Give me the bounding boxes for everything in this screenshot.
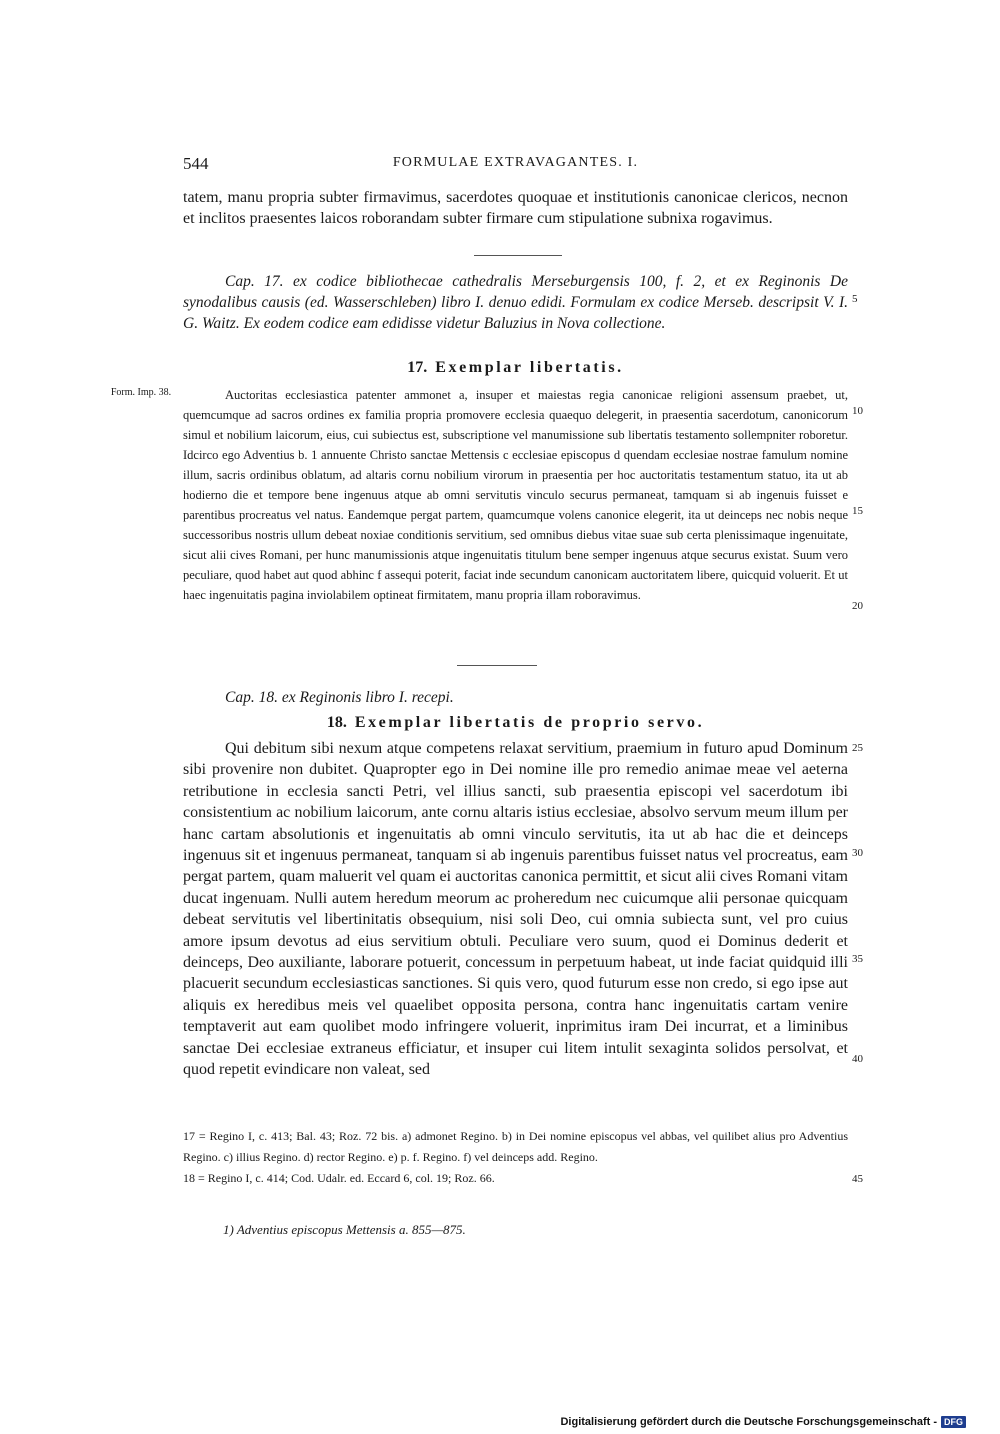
heading-17-number: 17. [407, 359, 428, 376]
heading-17 [183, 359, 848, 377]
critical-apparatus [183, 1126, 848, 1189]
formula-18-text: Qui debitum sibi nexum atque competens relaxat servitium, praemium in futuro apud Dominum sibi provenire non dubitet. Quapropter ego in Dei nomine ille pro remedio animae meae vel aeterna retributione in ecclesia sancti Petri, vel illius sancti, sub praesentia episcopi vel sacerdotum ibi consistentium ac nobilium laicorum, ante cornu altaris istius ecclesiae, absolvo servum meum illum per hanc cartam absolutionis et ingenuitatis ab omni vinculo servitutis, ita ut ab hac die et deinceps ingenuus sit et ingenuus permaneat, tanquam si ab ingenuis parentibus fuisset natus vel procreatus, eam pergat partem, quam maluerit vel quam ei auctoritas canonica permittit, et sicut alii cives Romani vitam ducat ingenuam. Nulli autem heredum meorum ac proheredum nec cuicumque alii personae quicquam debeat servitutis vel libertinitatis obsequium, nisi soli Deo, cui omnia subiecta sunt, vel pro cuius amore ipsum devotus ad eius servitium obtuli. Peculiare vero suum, quod ei Dominus dederit et deinceps, Deo auxiliante, laborare potuerit, concessum in perpetuum habeat, ut inde faciat quidquid illi placuerit secundum ecclesiasticas sanctiones. Si quis vero, quod futurum esse non credo, si ego ipse aut aliquis ex heredibus meis vel quaelibet opposita persona, contra hanc ingenuitatis cartam venire temptaverit aut eam quolibet modo infringere voluerit, inprimitus iram Dei incurrat, et a liminibus sanctae Dei ecclesiae extraneus efficiatur, et insuper cui litem intulit sexaginta solidos persolvat, et quod repetit evindicare non valeat, sed [183, 740, 848, 1079]
heading-18-title: Exemplar libertatis de proprio servo. [354, 714, 705, 731]
line-number: 30 [852, 847, 863, 859]
heading-18 [183, 714, 848, 732]
apparatus-note-18: 18 = Regino I, c. 414; Cod. Udalr. ed. Eccard 6, col. 19; Roz. 66. [183, 1171, 495, 1185]
line-number: 20 [852, 600, 863, 612]
line-number: 5 [852, 293, 858, 305]
credit-text: Digitalisierung gefördert durch die Deutsche Forschungsgemeinschaft - [560, 1416, 937, 1428]
page-header [183, 154, 848, 176]
apparatus-note-17: 17 = Regino I, c. 413; Bal. 43; Roz. 72 bis. a) admonet Regino. b) in Dei nomine episcopus vel abbas, vel quilibet alius pro Adventius Regino. c) illius Regino. d) rector Regino. e) p. f. Regino. f) vel deinceps add. Regino. [183, 1129, 848, 1164]
footnote-1: 1) Adventius episcopus Mettensis a. 855—875. [223, 1222, 466, 1237]
line-number: 15 [852, 505, 863, 517]
digitization-credit [560, 1416, 966, 1428]
paragraph-continuation: tatem, manu propria subter firmavimus, sacerdotes quoquae et institutionis canonicae clericos, necnon et inclitos praesentes laicos roborandam subter firmare cum stipulatione subnixa rogavimus. [183, 189, 848, 227]
marginal-reference: Form. Imp. 38. [110, 387, 172, 398]
cap18-editorial-note: Cap. 18. ex Reginonis libro I. recepi. [225, 689, 454, 706]
line-number: 25 [852, 742, 863, 754]
heading-18-number: 18. [326, 714, 347, 731]
dfg-logo-icon: DFG [941, 1416, 966, 1428]
line-number: 35 [852, 953, 863, 965]
heading-17-title: Exemplar libertatis. [435, 359, 624, 376]
line-number: 45 [852, 1173, 863, 1185]
separator-rule [474, 255, 562, 256]
cap17-editorial-note: Cap. 17. ex codice bibliothecae cathedralis Merseburgensis 100, f. 2, et ex Reginonis De synodalibus causis (ed. Wasserschleben) libro I. denuo edidi. Formulam ex codice Merseb. descripsit V. I. G. Waitz. Ex eodem codice eam edidisse videtur Baluzius in Nova collectione. [183, 273, 848, 332]
line-number: 10 [852, 405, 863, 417]
running-title: FORMULAE EXTRAVAGANTES. I. [392, 155, 639, 170]
separator-rule [457, 665, 537, 666]
line-number: 40 [852, 1053, 863, 1065]
page-number: 544 [183, 154, 209, 173]
formula-17-text: Auctoritas ecclesiastica patenter ammonet a, insuper et maiestas regia canonicae religioni assensum praebet, ut, quemcumque ad sacros ordines ex familia propria promovere ecclesia quaequo delegerit, in praesentia sacerdotum, canonicorum simul et nobilium laicorum, eius, cui subiectus est, subscriptione vel manumissione sub libertatis testamento sollempniter roboretur. Idcirco ego Adventius b. 1 annuente Christo sanctae Mettensis c ecclesiae episcopus d quendam ecclesiae nostrae famulum nomine illum, sacris ordinibus oblatum, ad altaris cornu nobilium virorum in praesentia per hoc auctoritatis testamentum statuo, ita ut ab hodierno die et tempore bene ingenuus atque ab omni servitutis vinculo securus permaneat, tamquam si ab ingenuis fuisset e parentibus procreatus vel natus. Eandemque pergat partem, quamcumque volens canonice elegerit, ita ut deinceps nec nobis neque successoribus nostris ullum debeat noxiae conditionis servitium, sed omnibus diebus vitae suae sub certa plenissimaque ingenuitate, sicut alii cives Romani, per hunc manumissionis atque ingenuitatis titulum bene semper ingenuus atque securus existat. Suum vero peculiare, quod habet aut quod abhinc f assequi poterit, faciat inde secundum canonicam auctoritatem libere, quicquid voluerit. Et ut haec ingenuitatis pagina inviolabilem optineat firmitatem, manu propria illam roboravimus. [183, 388, 848, 602]
